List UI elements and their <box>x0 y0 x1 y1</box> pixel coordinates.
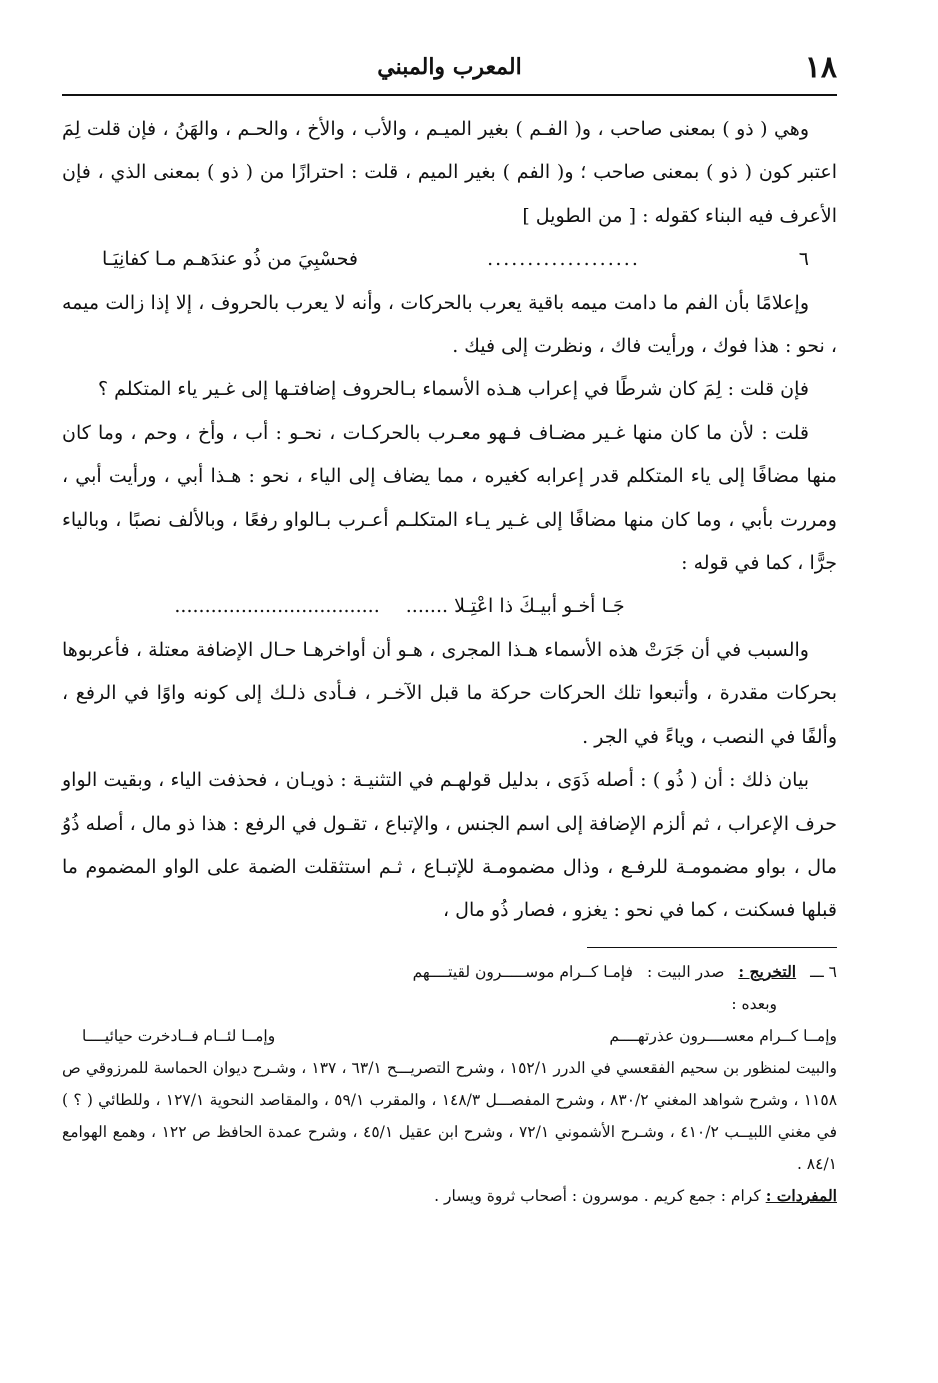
book-page <box>62 44 837 1212</box>
takhrij-label: التخريج : <box>738 961 797 981</box>
verse-text: جَـا أخـو أبيـكَ ذا اعْتِـلا ....... <box>405 595 625 618</box>
main-text <box>62 108 837 933</box>
page-number: ١٨ <box>804 50 837 85</box>
paragraph: وهي ( ذو ) بمعنى صاحب ، و( الفـم ) بغير الميـم ، والأب ، والأخ ، والحـم ، والهَنُ ، فإن قلت لِمَ اعتبر كون ( ذو ) بمعنى صاحب ؛ و( الفم ) بغير الميم ، قلت : احترازًا من ( ذو ) بمعنى الذي ، فإن الأعرف فيه البناء كقوله : [ من الطويل ] <box>62 118 837 227</box>
verse-number: ٦ <box>798 248 809 271</box>
footnote-mufradat <box>62 1180 837 1212</box>
verse-hemistich: وإمــا لئــام فــادخرت حيائيــــا <box>82 1026 276 1045</box>
verse-hemistich: وإمــا كــرام معســــرون عذرتهــــم <box>609 1026 837 1045</box>
verse-line <box>62 238 837 281</box>
paragraph: فإن قلت : لِمَ كان شرطًا في إعراب هـذه الأسماء بـالحروف إضافتـها إلى غـير ياء المتكلم ؟ <box>98 378 809 401</box>
footnote-number: ٦ ـــ <box>810 962 837 981</box>
verse-text: فحسْبِيَ من ذُو عندَهـم مـا كفانِيَـا <box>102 248 358 271</box>
page-header <box>62 44 837 96</box>
paragraph: بيان ذلك : أن ( ذُو ) : أصله ذَوَى ، بدليل قولهـم في التثنيـة : ذويـان ، فحذفت الياء ، وبقيت الواو حرف الإعراب ، ثم ألزم الإضافة إلى اسم الجنس ، والإتباع ، تقـول في الرفع : هذا ذو مال ، أصله ذُوُ مال ، بواو مضمومـة للرفـع ، وذال مضمومـة للإتبـاع ، ثـم استثقلت الضمة على الواو المضموم ما قبلها فسكنت ، كما في نحو : يغزو ، فصار ذُو مال ، <box>62 769 837 922</box>
after-label: وبعده : <box>731 994 777 1013</box>
paragraph: والسبب في أن جَرَتْ هذه الأسماء هـذا المجرى ، هـو أن أواخرهـا حـال الإضافة معتلة ، فأعربوها بحركات مقدرة ، وأتبعوا تلك الحركات حركة ما قبل الآخـر ، فـأدى ذلـك إلى كونه واوًا في الرفع ، وألفًا في النصب ، وياءً في الجر . <box>62 638 837 748</box>
footnote-verse <box>62 1020 837 1052</box>
footnote-divider <box>587 947 837 948</box>
footnote-sources: والبيت لمنظور بن سحيم الفقعسي في الدرر ١٥٢/١ ، وشرح التصريـــح ٦٣/١ ، ١٣٧ ، وشـرح ديوان الحماسة للمرزوقي ص ١١٥٨ ، وشرح شواهد المغني ٨٣٠/٢ ، وشرح المفصـــل ١٤٨/٣ ، والمقرب ٥٩/١ ، والمقاصد النحوية ١٢٧/١ ، وللطائي ( ؟ ) في مغني اللبيــب ٤١٠/٢ ، وشـرح الأشموني ٧٢/١ ، وشرح ابن عقيل ٤٥/١ ، وشرح عمدة الحافظ ص ١٢٢ ، وهمع الهوامع ٨٤/١ . <box>62 1058 838 1173</box>
footnote-takhrij <box>62 956 837 988</box>
verse-ellipsis: ................... <box>487 248 640 271</box>
mufradat-label: المفردات : <box>765 1185 837 1205</box>
sadr-text: فإمـا كــرام موســـــرون لقيتــــهم <box>412 962 633 981</box>
quoted-verse <box>62 585 837 628</box>
mufradat-text: كرام : جمع كريم . موسرون : أصحاب ثروة ويسار . <box>434 1186 761 1205</box>
running-title: المعرب والمبني <box>377 54 522 80</box>
footnotes <box>62 956 837 1212</box>
paragraph: وإعلامًا بأن الفم ما دامت ميمه باقية يعرب بالحركات ، وأنه لا يعرب بالحروف ، إلا إذا زالت ميمه ، نحو : هذا فوك ، ورأيت فاك ، ونظرت إلى فيك . <box>62 291 837 358</box>
paragraph: قلت : لأن ما كان منها غـير مضـاف فـهو معـرب بالحركـات ، نحـو : أب ، وأخ ، وحم ، وما كان منها مضافًا إلى ياء المتكلم قدر إعرابه كغيره ، مما يضاف إلى الياء ، نحو : هـذا أبي ، ورأيت أبي ، ومررت بأبي ، وما كان منها مضافًا إلى غـير يـاء المتكلـم أعـرب بـالواو رفعًا ، وبالألف نصبًا ، وبالياء جرًّا ، كما في قوله : <box>62 421 837 575</box>
sadr-label: صدر البيت : <box>646 962 725 981</box>
verse-ellipsis: .................................. <box>174 595 380 618</box>
